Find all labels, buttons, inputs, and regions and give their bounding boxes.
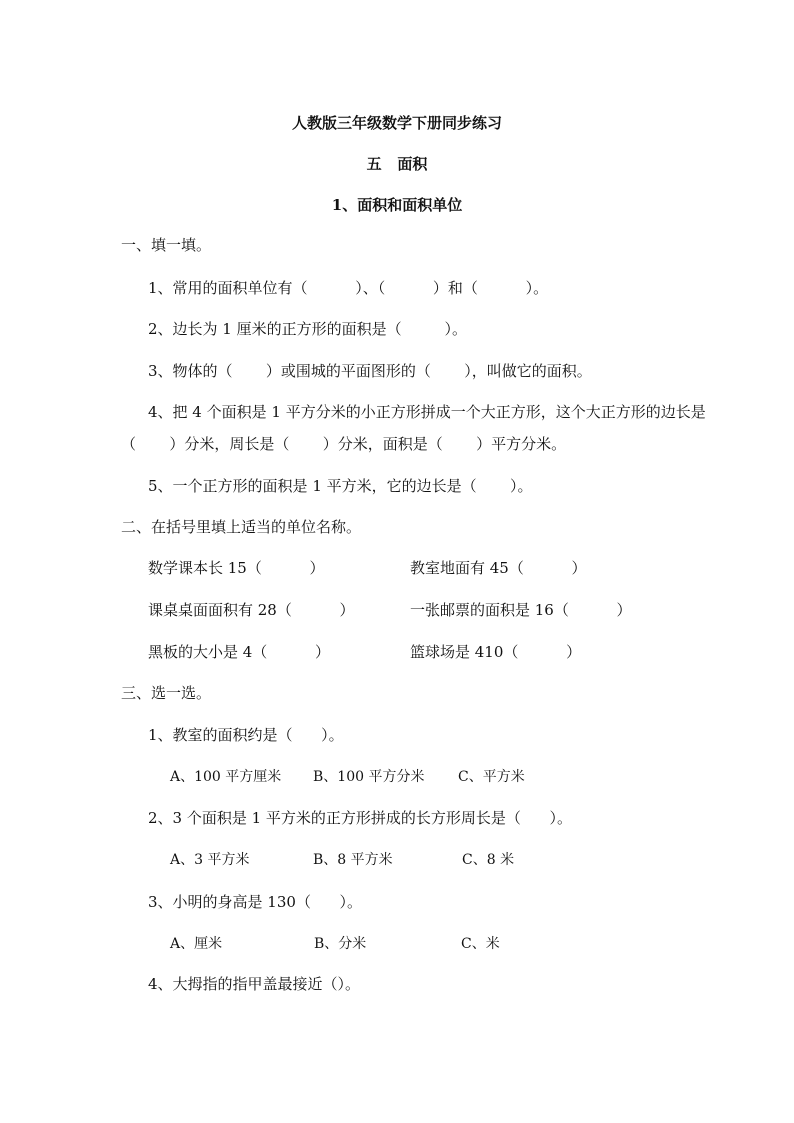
section1-question-4-line1: 4、把 4 个面积是 1 平方分米的小正方形拼成一个大正方形，这个大正方形的边长是 <box>148 403 706 421</box>
section1-question-3: 3、物体的（ ）或围城的平面图形的（ ），叫做它的面积。 <box>148 362 592 380</box>
section3-question-1: 1、教室的面积约是（ ）。 <box>148 726 344 744</box>
section2-item: 课桌桌面面积有 28（ ） <box>148 601 355 619</box>
section3-heading: 三、选一选。 <box>121 684 212 702</box>
section2-item: 黑板的大小是 4（ ） <box>148 643 330 661</box>
section1-question-1: 1、常用的面积单位有（ ）、（ ）和（ ）。 <box>148 279 549 297</box>
section1-question-4-line2: （ ）分米，周长是（ ）分米，面积是（ ）平方分米。 <box>121 435 567 453</box>
book-title: 人教版三年级数学下册同步练习 <box>291 114 502 132</box>
section3-q3-option-a: A、厘米 <box>170 936 223 952</box>
unit-title: 五 面积 <box>366 155 428 173</box>
section2-heading: 二、在括号里填上适当的单位名称。 <box>121 518 362 536</box>
section3-q2-option-a: A、3 平方米 <box>170 852 250 868</box>
section3-q3-option-b: B、分米 <box>314 936 367 952</box>
section1-question-5: 5、一个正方形的面积是 1 平方米，它的边长是（ ）。 <box>148 477 533 495</box>
section3-q1-option-b: B、100 平方分米 <box>313 769 425 785</box>
section2-item: 教室地面有 45（ ） <box>410 559 587 577</box>
section2-item: 数学课本长 15（ ） <box>148 559 325 577</box>
section3-question-4: 4、大拇指的指甲盖最接近（）。 <box>148 975 361 993</box>
section3-q1-option-a: A、100 平方厘米 <box>170 769 282 785</box>
section3-question-2: 2、3 个面积是 1 平方米的正方形拼成的长方形周长是（ ）。 <box>148 809 573 827</box>
lesson-title: 1、面积和面积单位 <box>331 196 463 214</box>
section2-item: 篮球场是 410（ ） <box>410 643 582 661</box>
section2-item: 一张邮票的面积是 16（ ） <box>410 601 632 619</box>
section3-question-3: 3、小明的身高是 130（ ）。 <box>148 893 363 911</box>
section1-heading: 一、填一填。 <box>121 236 212 254</box>
section3-q2-option-c: C、8 米 <box>462 852 515 868</box>
section3-q2-option-b: B、8 平方米 <box>313 852 393 868</box>
section3-q3-option-c: C、米 <box>461 936 500 952</box>
section3-q1-option-c: C、平方米 <box>458 769 525 785</box>
section1-question-2: 2、边长为 1 厘米的正方形的面积是（ ）。 <box>148 320 468 338</box>
